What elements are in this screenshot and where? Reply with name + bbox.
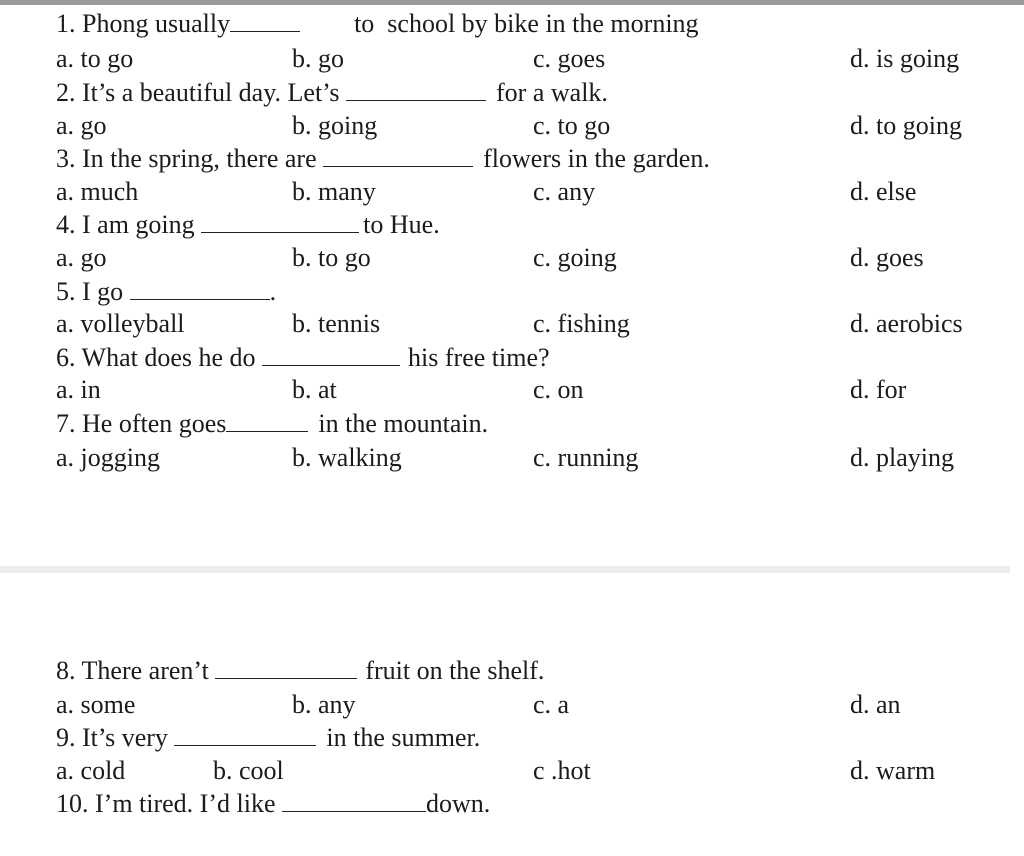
question-7: 7. He often goes in the mountain. [56, 409, 489, 438]
question-8: 8. There aren’t fruit on the shelf. [56, 656, 545, 685]
option-7d: d. playing [850, 443, 954, 472]
option-4a: a. go [56, 243, 107, 272]
question-10: 10. I’m tired. I’d like down. [56, 789, 491, 818]
question-4: 4. I am going to Hue. [56, 210, 440, 239]
option-4b: b. to go [292, 243, 371, 272]
option-7a: a. jogging [56, 443, 160, 472]
option-2b: b. going [292, 111, 378, 140]
option-2d: d. to going [850, 111, 962, 140]
option-6b: b. at [292, 375, 337, 404]
option-1a: a. to go [56, 44, 134, 73]
page-separator [0, 566, 1010, 573]
option-3a: a. much [56, 177, 139, 206]
question-2: 2. It’s a beautiful day. Let’s for a walk. [56, 78, 608, 107]
option-4d: d. goes [850, 243, 924, 272]
option-1d: d. is going [850, 44, 960, 73]
option-9b: b. cool [213, 756, 284, 785]
option-4c: c. going [533, 243, 617, 272]
question-9: 9. It’s very in the summer. [56, 723, 481, 752]
option-5a: a. volleyball [56, 309, 185, 338]
option-6d: d. for [850, 375, 907, 404]
option-7c: c. running [533, 443, 639, 472]
option-9d: d. warm [850, 756, 936, 785]
option-5c: c. fishing [533, 309, 630, 338]
option-1b: b. go [292, 44, 344, 73]
option-9c: c .hot [533, 756, 591, 785]
question-5: 5. I go . [56, 277, 277, 306]
option-1c: c. goes [533, 44, 606, 73]
option-8a: a. some [56, 690, 136, 719]
option-6a: a. in [56, 375, 101, 404]
option-5d: d. aerobics [850, 309, 963, 338]
option-8b: b. any [292, 690, 356, 719]
top-edge [0, 0, 1024, 5]
option-2c: c. to go [533, 111, 611, 140]
option-2a: a. go [56, 111, 107, 140]
option-3b: b. many [292, 177, 376, 206]
option-5b: b. tennis [292, 309, 381, 338]
option-6c: c. on [533, 375, 584, 404]
question-1: 1. Phong usually to school by bike in the morning [56, 9, 699, 38]
option-8c: c. a [533, 690, 570, 719]
question-3: 3. In the spring, there are flowers in the garden. [56, 144, 710, 173]
option-7b: b. walking [292, 443, 402, 472]
option-3d: d. else [850, 177, 917, 206]
question-6: 6. What does he do his free time? [56, 343, 550, 372]
option-3c: c. any [533, 177, 596, 206]
option-9a: a. cold [56, 756, 126, 785]
option-8d: d. an [850, 690, 901, 719]
